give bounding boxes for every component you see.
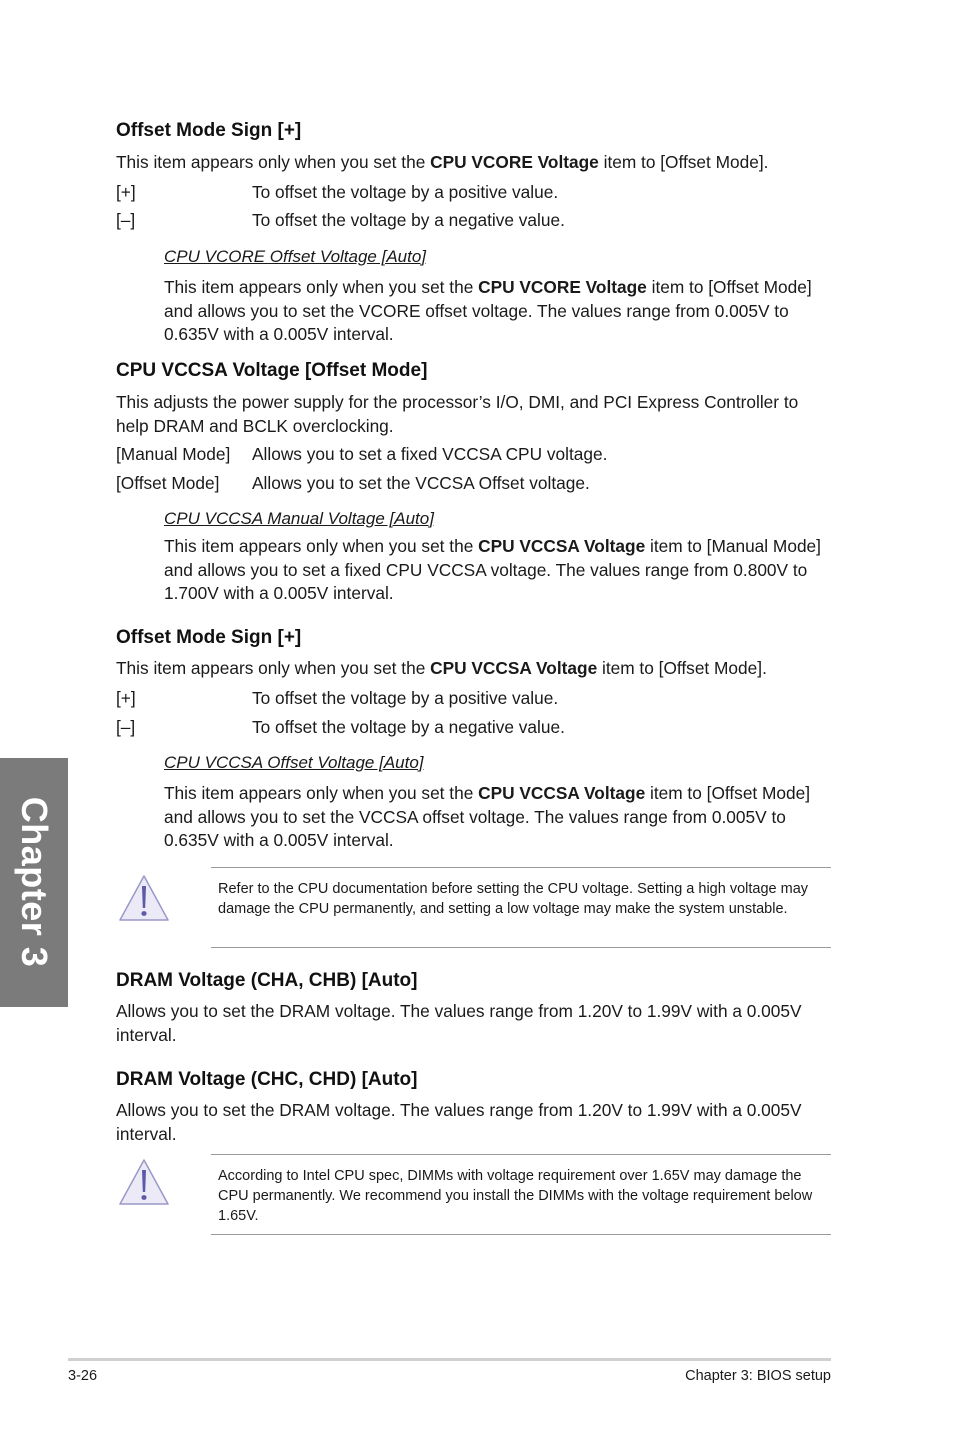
option-key: [Manual Mode] — [116, 444, 231, 464]
sub-item-description: This item appears only when you set the CPU VCCSA Voltage item to [Manual Mode] and allows you to set a fixed CPU VCCSA voltage. The values range from 0.800V to 1.700V with a 0.005V interval. — [164, 536, 821, 603]
note-bottom-rule — [211, 947, 831, 948]
warning-icon — [116, 1156, 172, 1210]
section-description: This item appears only when you set the CPU VCCSA Voltage item to [Offset Mode]. — [116, 658, 767, 678]
section-heading: Offset Mode Sign [+] — [116, 120, 302, 141]
sub-item-description: This item appears only when you set the CPU VCORE Voltage item to [Offset Mode] and allows you to set the VCORE offset voltage. The values range from 0.005V to 0.635V with a 0.005V interval. — [164, 277, 812, 344]
chapter-side-tab — [0, 758, 68, 1007]
option-key: [–] — [116, 717, 136, 737]
sub-item-heading: CPU VCCSA Offset Voltage [Auto] — [164, 753, 424, 772]
warning-icon — [116, 872, 172, 926]
section-description: This adjusts the power supply for the processor’s I/O, DMI, and PCI Express Controller to help DRAM and BCLK overclocking. — [116, 392, 799, 436]
note-text: Refer to the CPU documentation before setting the CPU voltage. Setting a high voltage may damage the CPU permanently, and setting a low voltage may make the system unstable. — [218, 881, 809, 917]
section-heading: DRAM Voltage (CHA, CHB) [Auto] — [116, 970, 418, 991]
footer-rule — [68, 1358, 831, 1361]
chapter-tab-label: Chapter 3 — [14, 796, 55, 968]
sub-item-heading: CPU VCCSA Manual Voltage [Auto] — [164, 509, 434, 528]
section-description: This item appears only when you set the CPU VCORE Voltage item to [Offset Mode]. — [116, 152, 769, 172]
option-value: To offset the voltage by a positive value. — [252, 182, 559, 202]
section-description: Allows you to set the DRAM voltage. The values range from 1.20V to 1.99V with a 0.005V interval. — [116, 1001, 802, 1045]
section-heading: Offset Mode Sign [+] — [116, 627, 302, 648]
sub-item-description: This item appears only when you set the CPU VCCSA Voltage item to [Offset Mode] and allows you to set the VCCSA offset voltage. The values range from 0.005V to 0.635V with a 0.005V interval. — [164, 783, 811, 850]
option-value: To offset the voltage by a negative value. — [252, 210, 565, 230]
footer-chapter-title: Chapter 3: BIOS setup — [685, 1368, 831, 1384]
page-number: 3-26 — [68, 1368, 98, 1384]
note-top-rule — [211, 1154, 831, 1155]
option-value: To offset the voltage by a positive value. — [252, 688, 559, 708]
option-value: To offset the voltage by a negative value. — [252, 717, 565, 737]
note-top-rule — [211, 867, 831, 868]
option-value: Allows you to set a fixed VCCSA CPU voltage. — [252, 444, 608, 464]
sub-item-heading: CPU VCORE Offset Voltage [Auto] — [164, 247, 427, 266]
option-key: [Offset Mode] — [116, 473, 220, 493]
note-text: According to Intel CPU spec, DIMMs with voltage requirement over 1.65V may damage the CPU permanently. We recommend you install the DIMMs with the voltage requirement below 1.65V. — [218, 1168, 813, 1224]
section-heading: CPU VCCSA Voltage [Offset Mode] — [116, 360, 428, 381]
section-heading: DRAM Voltage (CHC, CHD) [Auto] — [116, 1069, 418, 1090]
note-bottom-rule — [211, 1234, 831, 1235]
option-key: [+] — [116, 688, 136, 708]
option-key: [+] — [116, 182, 136, 202]
section-description: Allows you to set the DRAM voltage. The values range from 1.20V to 1.99V with a 0.005V interval. — [116, 1100, 802, 1144]
option-value: Allows you to set the VCCSA Offset voltage. — [252, 473, 590, 493]
option-key: [–] — [116, 210, 136, 230]
